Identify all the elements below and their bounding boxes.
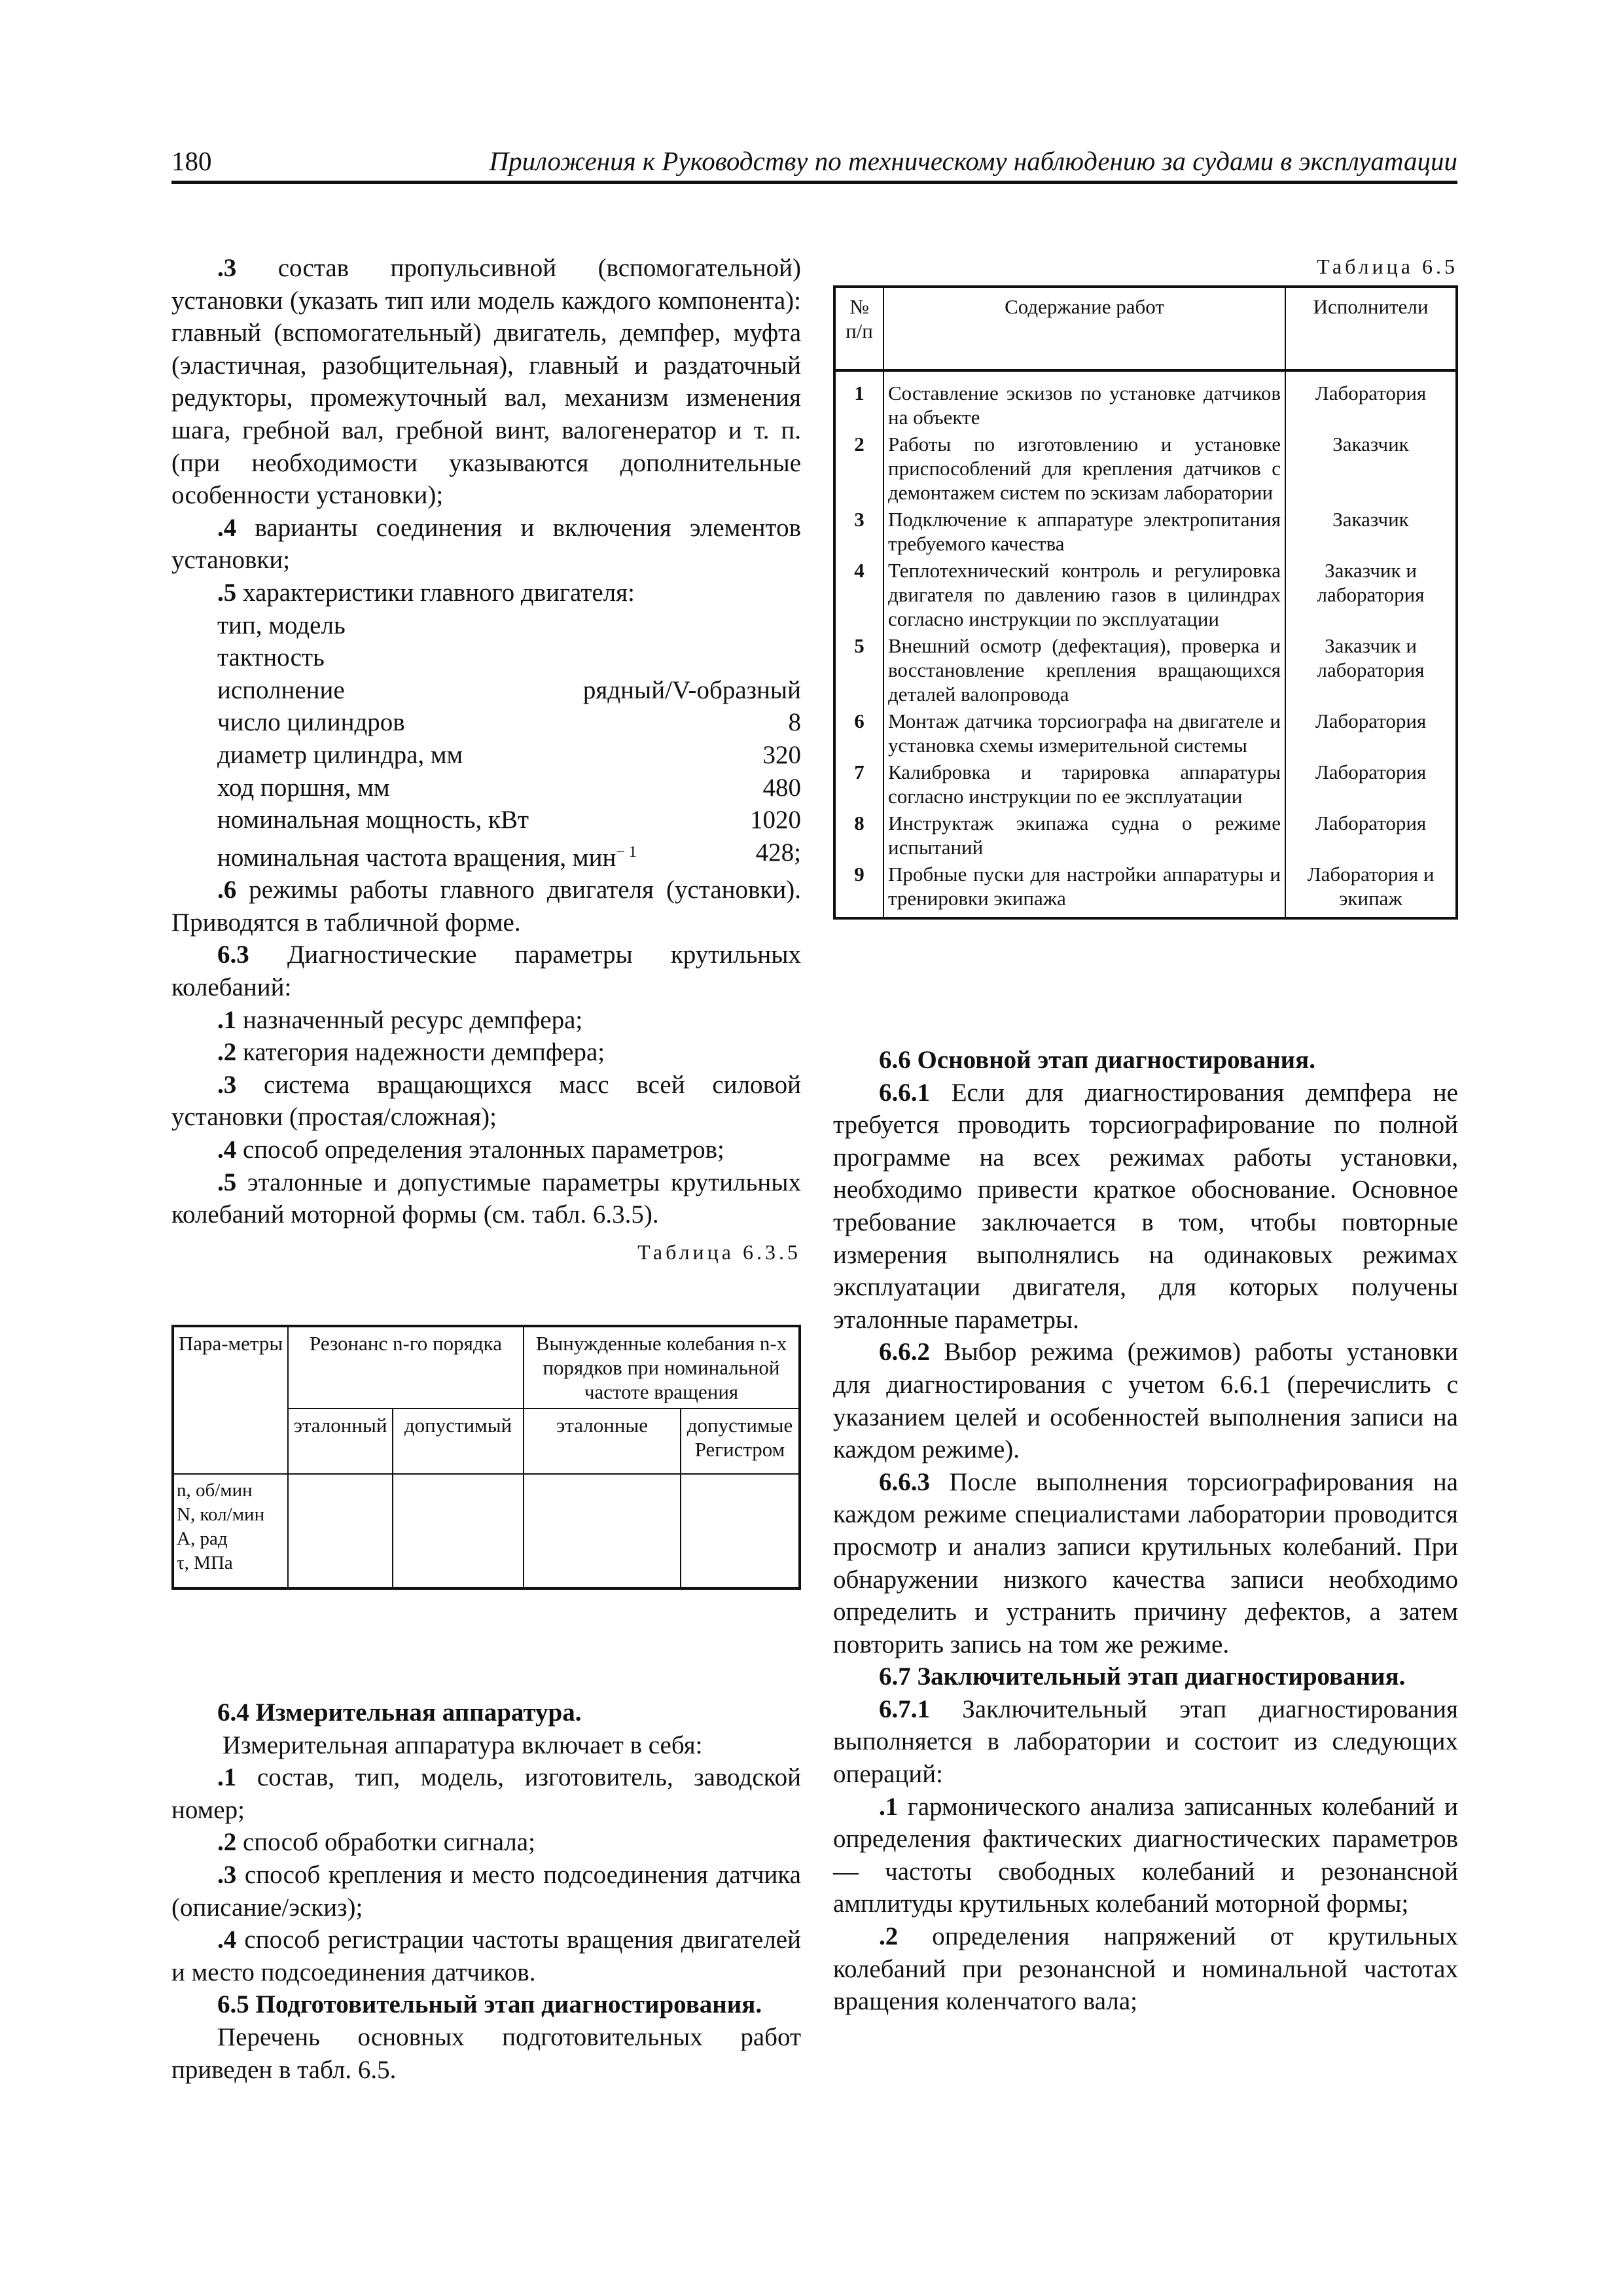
row-content: Внешний осмотр (дефектация), проверка и восстановление крепления вращающихся деталей валопровода bbox=[883, 632, 1285, 708]
row-number: 2 bbox=[834, 431, 883, 506]
paragraph bbox=[833, 1693, 1458, 1791]
params-cell bbox=[173, 1474, 288, 1588]
header-forced: Вынужденные колебания n-х порядков при номинальной частоте вращения bbox=[524, 1326, 800, 1408]
header-content: Содержание работ bbox=[883, 287, 1285, 370]
header-etalon: эталонный bbox=[288, 1408, 393, 1474]
table-caption: Таблица 6.3.5 bbox=[637, 1240, 801, 1264]
paragraph-text: Диагностические параметры крутильных колебаний: bbox=[171, 941, 801, 1002]
paragraph-text: После выполнения торсиографирования на каждом режиме специалистами лаборатории проводится просмотр и анализ записи крутильных колебаний. При обнаружении низкого качества записи необходимо определить и устранить причину дефектов, а затем повторить запись на том же режиме. bbox=[833, 1467, 1458, 1659]
running-title: Приложения к Руководству по техническому наблюдению за судами в эксплуатации bbox=[489, 146, 1457, 176]
paragraph-text: варианты соединения и включения элементов установки; bbox=[171, 513, 801, 575]
spec-value: рядный/V-образный bbox=[582, 675, 801, 704]
paragraph: Перечень основных подготовительных работ приведен в табл. 6.5. bbox=[171, 2022, 801, 2084]
list-item bbox=[171, 1924, 801, 1988]
row-number: 1 bbox=[834, 370, 883, 431]
list-item-text: система вращающихся масс всей силовой установки (простая/сложная); bbox=[171, 1070, 801, 1132]
table-cell bbox=[393, 1474, 524, 1588]
spec-row bbox=[171, 836, 801, 874]
table-row bbox=[834, 431, 1457, 506]
item-number: .1 bbox=[217, 1005, 237, 1034]
spec-row bbox=[171, 804, 801, 836]
list-item-text: назначенный ресурс демпфера; bbox=[236, 1005, 583, 1034]
list-item-text: способ регистрации частоты вращения двигателей и место подсоединения датчиков. bbox=[171, 1926, 801, 1986]
table-cell bbox=[524, 1474, 681, 1588]
paragraph-text: Если для диагностирования демпфера не требуется проводить торсиографирование по полной программе на всех режимах работы установки, необходимо привести краткое обоснование. Основное требование заключается в том, чтобы повторные измерения выполнялись на одинаковых режимах эксплуатации двигателя, для которых получены эталонные параметры. bbox=[833, 1078, 1458, 1334]
row-content: Составление эскизов по установке датчиков на объекте bbox=[883, 370, 1285, 431]
table-row bbox=[834, 632, 1457, 708]
row-executor: Заказчик и лаборатория bbox=[1285, 557, 1457, 632]
list-item bbox=[833, 1920, 1458, 2018]
item-number: .3 bbox=[217, 1070, 237, 1099]
item-number: .6 bbox=[217, 876, 237, 905]
paragraph-text: состав пропульсивной (вспомогательной) установки (указать тип или модель каждого компонента): главный (вспомогательный) двигатель, демпфер, муфта (эластичная, разобщительная), главный и раздаточный редукторы, промежуточный вал, механизм изменения шага, гребной вал, гребной винт, валогенератор и т. п. (при необходимости указываются дополнительные особенности установки); bbox=[171, 254, 801, 510]
paragraph bbox=[171, 512, 801, 577]
left-column bbox=[171, 252, 801, 1266]
header-allowed: допустимый bbox=[393, 1408, 524, 1474]
row-content: Теплотехнический контроль и регулировка двигателя по давлению газов в цилиндрах согласно инструкции по эксплуатации bbox=[883, 557, 1285, 632]
paragraph bbox=[833, 1077, 1458, 1336]
spec-label: диаметр цилиндра, мм bbox=[217, 740, 463, 769]
spec-label: ход поршня, мм bbox=[217, 773, 390, 802]
header-allowed-register: допустимые Регистром bbox=[681, 1408, 800, 1474]
spec-label: число цилиндров bbox=[217, 708, 405, 737]
row-content: Пробные пуски для настройки аппаратуры и тренировки экипажа bbox=[883, 861, 1285, 918]
row-executor: Заказчик bbox=[1285, 506, 1457, 557]
section-heading: 6.4 Измерительная аппаратура. bbox=[217, 1698, 582, 1727]
section-heading: 6.5 Подготовительный этап диагностирования. bbox=[217, 1990, 762, 2019]
list-item bbox=[171, 1134, 801, 1166]
table-row bbox=[834, 810, 1457, 861]
row-number: 4 bbox=[834, 557, 883, 632]
list-item bbox=[171, 1036, 801, 1069]
header-exec: Исполнители bbox=[1285, 287, 1457, 370]
list-item bbox=[171, 1166, 801, 1231]
item-number: .4 bbox=[217, 1136, 237, 1164]
table-6-3-5 bbox=[171, 1325, 801, 1590]
item-number: .3 bbox=[217, 1860, 237, 1889]
item-number: .1 bbox=[217, 1763, 237, 1792]
spec-row bbox=[171, 674, 801, 707]
row-number: 8 bbox=[834, 810, 883, 861]
row-number: 5 bbox=[834, 632, 883, 708]
left-column-lower bbox=[171, 1696, 801, 2086]
spec-label: тип, модель bbox=[217, 611, 346, 639]
list-item-text: определения напряжений от крутильных колебаний при резонансной и номинальной частотах вращения коленчатого вала; bbox=[833, 1922, 1458, 2016]
table-row bbox=[834, 506, 1457, 557]
paragraph bbox=[171, 577, 801, 609]
row-number: 9 bbox=[834, 861, 883, 918]
paragraph-text: Выбор режима (режимов) работы установки для диагностирования с учетом 6.6.1 (перечислить с указанием целей и особенностей выполнения записи на каждом режиме). bbox=[833, 1338, 1458, 1464]
row-number: 3 bbox=[834, 506, 883, 557]
table-caption: Таблица 6.5 bbox=[1317, 255, 1458, 278]
section-heading: 6.7 Заключительный этап диагностирования. bbox=[879, 1662, 1406, 1691]
page-number: 180 bbox=[171, 146, 212, 176]
table-row bbox=[834, 370, 1457, 431]
row-executor: Лаборатория bbox=[1285, 708, 1457, 759]
list-item-text: категория надежности демпфера; bbox=[236, 1038, 605, 1067]
list-item-text: способ определения эталонных параметров; bbox=[236, 1136, 724, 1164]
param-label: N, кол/мин bbox=[177, 1504, 265, 1525]
header-num: № п/п bbox=[834, 287, 883, 370]
list-item-text: состав, тип, модель, изготовитель, заводской номер; bbox=[171, 1763, 801, 1824]
item-number: .1 bbox=[879, 1792, 899, 1821]
section-number: 6.3 bbox=[217, 941, 249, 969]
right-column-text bbox=[833, 1044, 1458, 2018]
paragraph-text: характеристики главного двигателя: bbox=[236, 578, 635, 607]
list-item bbox=[171, 1761, 801, 1826]
row-content: Подключение к аппаратуре электропитания требуемого качества bbox=[883, 506, 1285, 557]
row-content: Монтаж датчика торсиографа на двигателе и установка схемы измерительной системы bbox=[883, 708, 1285, 759]
row-content: Инструктаж экипажа судна о режиме испытаний bbox=[883, 810, 1285, 861]
list-item bbox=[171, 1069, 801, 1134]
row-number: 6 bbox=[834, 708, 883, 759]
spec-row bbox=[171, 641, 801, 674]
spec-row bbox=[171, 739, 801, 772]
spec-value: 1020 bbox=[750, 806, 801, 834]
list-item-text: эталонные и допустимые параметры крутильных колебаний моторной формы (см. табл. 6.3.5). bbox=[171, 1168, 801, 1229]
param-label: n, об/мин bbox=[177, 1480, 253, 1501]
spec-row bbox=[171, 772, 801, 804]
list-item-text: гармонического анализа записанных колебаний и определения фактических диагностических параметров — частоты свободных колебаний и резонансной амплитуды крутильных колебаний моторной формы; bbox=[833, 1792, 1458, 1918]
spec-value: 480 bbox=[762, 773, 801, 802]
row-executor: Заказчик bbox=[1285, 431, 1457, 506]
spec-unit-exponent: − 1 bbox=[616, 843, 637, 861]
list-item bbox=[171, 1859, 801, 1924]
item-number: .5 bbox=[217, 578, 237, 607]
item-number: .2 bbox=[217, 1828, 237, 1857]
list-item-text: способ крепления и место подсоединения датчика (описание/эскиз); bbox=[171, 1860, 801, 1922]
header-params: Пара-метры bbox=[173, 1326, 288, 1474]
spec-value: 428; bbox=[755, 838, 801, 867]
paragraph bbox=[833, 1466, 1458, 1661]
spec-value: 8 bbox=[788, 708, 801, 737]
param-label: A, рад bbox=[177, 1528, 228, 1549]
paragraph-text: Заключительный этап диагностирования выполняется в лаборатории и состоит из следующих операций: bbox=[833, 1695, 1458, 1789]
spec-label: номинальная мощность, кВт bbox=[217, 806, 529, 834]
row-executor: Лаборатория bbox=[1285, 810, 1457, 861]
paragraph bbox=[171, 939, 801, 1003]
paragraph bbox=[171, 252, 801, 512]
item-number: .5 bbox=[217, 1168, 237, 1196]
list-item bbox=[833, 1791, 1458, 1920]
table-cell bbox=[681, 1474, 800, 1588]
row-executor: Лаборатория bbox=[1285, 759, 1457, 810]
list-item-text: способ обработки сигнала; bbox=[236, 1828, 535, 1857]
spec-row bbox=[171, 706, 801, 739]
table-row bbox=[834, 708, 1457, 759]
spec-row bbox=[171, 609, 801, 642]
item-number: .2 bbox=[879, 1922, 899, 1951]
section-number: 6.6.3 bbox=[879, 1467, 930, 1496]
spec-label: тактность bbox=[217, 643, 325, 672]
page-header bbox=[171, 145, 1457, 184]
section-number: 6.6.2 bbox=[879, 1338, 930, 1367]
paragraph bbox=[171, 874, 801, 939]
table-6-5-caption-wrap bbox=[833, 252, 1458, 281]
section-heading: 6.6 Основной этап диагностирования. bbox=[879, 1046, 1315, 1074]
item-number: .2 bbox=[217, 1038, 237, 1067]
paragraph bbox=[833, 1336, 1458, 1465]
table-row bbox=[834, 861, 1457, 918]
row-executor: Заказчик и лаборатория bbox=[1285, 632, 1457, 708]
item-number: .3 bbox=[217, 254, 237, 282]
table-6-5 bbox=[833, 285, 1458, 920]
list-item bbox=[171, 1004, 801, 1037]
section-number: 6.7.1 bbox=[879, 1695, 930, 1723]
spec-value: 320 bbox=[762, 740, 801, 769]
row-executor: Лаборатория bbox=[1285, 370, 1457, 431]
table-row bbox=[834, 557, 1457, 632]
row-content: Калибровка и тарировка аппаратуры согласно инструкции по ее эксплуатации bbox=[883, 759, 1285, 810]
table-cell bbox=[288, 1474, 393, 1588]
paragraph: Измерительная аппаратура включает в себя: bbox=[223, 1731, 703, 1759]
header-resonance: Резонанс n-го порядка bbox=[288, 1326, 524, 1408]
list-item bbox=[171, 1826, 801, 1859]
row-executor: Лаборатория и экипаж bbox=[1285, 861, 1457, 918]
paragraph-text: режимы работы главного двигателя (установки). Приводятся в табличной форме. bbox=[171, 876, 801, 937]
spec-label: исполнение bbox=[217, 675, 345, 704]
item-number: .4 bbox=[217, 1926, 237, 1954]
section-number: 6.6.1 bbox=[879, 1078, 930, 1107]
param-label: τ, МПа bbox=[177, 1552, 233, 1573]
item-number: .4 bbox=[217, 513, 237, 542]
row-content: Работы по изготовлению и установке приспособлений для крепления датчиков с демонтажем систем по эскизам лаборатории bbox=[883, 431, 1285, 506]
spec-label: номинальная частота вращения, мин bbox=[217, 843, 616, 872]
header-etalon-forced: эталонные bbox=[524, 1408, 681, 1474]
row-number: 7 bbox=[834, 759, 883, 810]
table-row bbox=[834, 759, 1457, 810]
